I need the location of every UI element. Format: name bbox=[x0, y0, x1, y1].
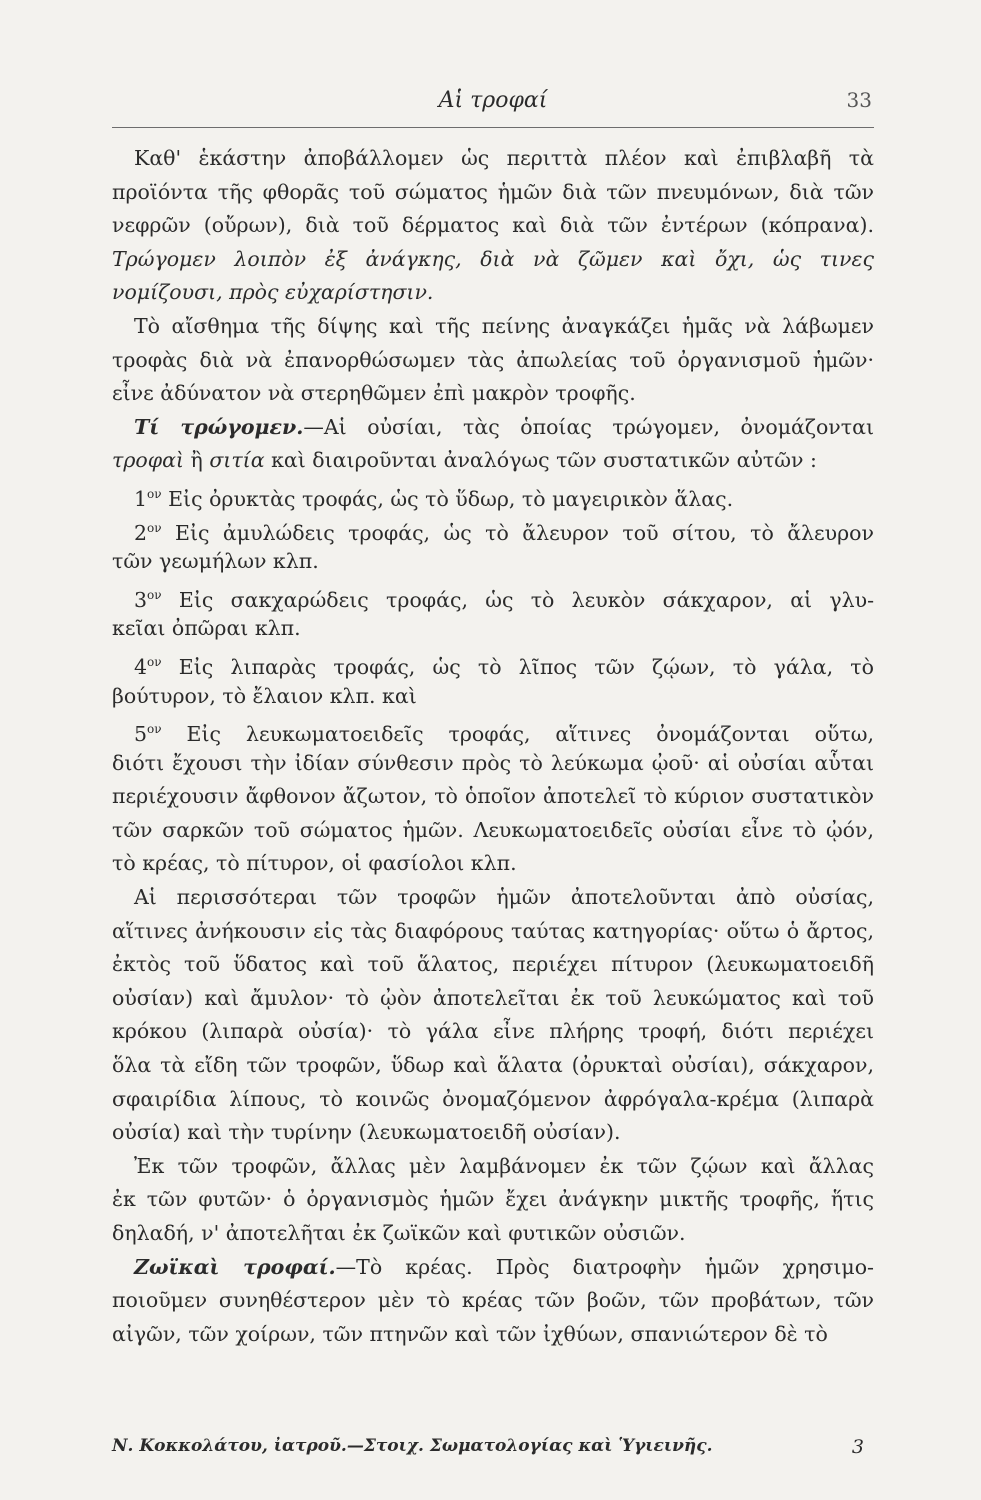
text-run: —Τὸ κρέας. Πρὸς διατροφὴν ἡμῶν χρησιμο- bbox=[335, 1254, 874, 1279]
text-run: κρόκου (λιπαρὰ οὐσία)· τὸ γάλα εἶνε πλήρης τροφή, διότι περιέχει bbox=[112, 1019, 874, 1044]
text-line bbox=[112, 176, 874, 210]
text-line bbox=[112, 948, 874, 982]
text-line bbox=[112, 1251, 874, 1285]
text-line bbox=[112, 1049, 874, 1083]
running-head bbox=[112, 88, 874, 120]
text-run: καὶ διαιροῦνται ἀναλόγως τῶν συστατικῶν αὐτῶν : bbox=[264, 448, 817, 473]
text-line bbox=[112, 747, 874, 781]
text-run: διότι ἔχουσι τὴν ἰδίαν σύνθεσιν πρὸς τὸ λεύκωμα ᾠοῦ· αἱ οὐσίαι αὗται bbox=[112, 750, 874, 775]
text-line bbox=[112, 1318, 874, 1352]
text-line bbox=[112, 243, 874, 277]
text-line bbox=[112, 377, 874, 411]
text-run: τροφὰς διὰ νὰ ἐπανορθώσωμεν τὰς ἀπωλείας τοῦ ὀργανισμοῦ ἡμῶν· bbox=[112, 347, 874, 372]
text-run: κεῖαι ὀπῶραι κλπ. bbox=[112, 616, 301, 641]
text-line bbox=[112, 847, 874, 881]
text-run: Καθ' ἑκάστην ἀποβάλλομεν ὡς περιττὰ πλέον καὶ ἐπιβλαβῆ τὰ bbox=[134, 146, 874, 170]
text-line bbox=[112, 545, 874, 579]
text-run: Εἰς ἀμυλώδεις τροφάς, ὡς τὸ ἄλευρον τοῦ σίτου, τὸ ἄλευρον bbox=[161, 520, 874, 545]
text-line bbox=[112, 1217, 874, 1251]
section-heading: Τί τρώγομεν. bbox=[134, 414, 304, 439]
text-line bbox=[112, 713, 874, 747]
text-line bbox=[112, 982, 874, 1016]
text-line bbox=[112, 646, 874, 680]
section-heading: Ζωϊκαὶ τροφαί. bbox=[134, 1254, 336, 1279]
text-line bbox=[112, 579, 874, 613]
ordinal-suffix: ον bbox=[147, 654, 162, 669]
text-run: περιέχουσιν ἄφθονον ἄζωτον, τὸ ὁποῖον ἀποτελεῖ τὸ κύριον συστατικὸν bbox=[112, 784, 874, 809]
text-run: νομίζουσι, πρὸς εὐχαρίστησιν. bbox=[112, 280, 434, 305]
signature-mark: 3 bbox=[851, 1436, 864, 1458]
text-line bbox=[112, 344, 874, 378]
ordinal-suffix: ον bbox=[147, 520, 162, 535]
text-run: δηλαδή, ν' ἀποτελῆται ἐκ ζωϊκῶν καὶ φυτικῶν οὐσιῶν. bbox=[112, 1221, 686, 1245]
text-line bbox=[112, 1116, 874, 1150]
text-run: Εἰς λιπαρὰς τροφάς, ὡς τὸ λῖπος τῶν ζῴων, τὸ γάλα, τὸ bbox=[161, 654, 874, 679]
text-run: Εἰς ὀρυκτὰς τροφάς, ὡς τὸ ὕδωρ, τὸ μαγειρικὸν ἅλας. bbox=[161, 486, 734, 511]
text-line bbox=[112, 1150, 874, 1184]
text-run: αἰγῶν, τῶν χοίρων, τῶν πτηνῶν καὶ τῶν ἰχθύων, σπανιώτερον δὲ τὸ bbox=[112, 1321, 828, 1346]
body-text bbox=[112, 142, 874, 1351]
text-run: οὐσία) καὶ τὴν τυρίνην (λευκωματοειδῆ οὐσίαν). bbox=[112, 1120, 621, 1145]
text-run: ἐκτὸς τοῦ ὕδατος καὶ τοῦ ἅλατος, περιέχει πίτυρον (λευκωματοειδῆ bbox=[112, 952, 874, 977]
list-number: 2 bbox=[134, 520, 148, 545]
text-run: ποιοῦμεν συνηθέστερον μὲν τὸ κρέας τῶν βοῶν, τῶν προβάτων, τῶν bbox=[112, 1288, 874, 1313]
text-line bbox=[112, 780, 874, 814]
text-run: τῶν γεωμήλων κλπ. bbox=[112, 549, 319, 574]
page-number: 33 bbox=[846, 88, 872, 112]
text-line bbox=[112, 209, 874, 243]
text-run: βούτυρον, τὸ ἔλαιον κλπ. καὶ bbox=[112, 683, 417, 708]
text-run: σφαιρίδια λίπους, τὸ κοινῶς ὀνομαζόμενον ἀφρόγαλα-κρέμα (λιπαρὰ bbox=[112, 1086, 874, 1111]
text-run: οὐσίαν) καὶ ἄμυλον· τὸ ᾠὸν ἀποτελεῖται ἐκ τοῦ λευκώματος καὶ τοῦ bbox=[112, 985, 874, 1010]
text-run: ἢ bbox=[183, 448, 210, 473]
text-run: Εἰς λευκωματοειδεῖς τροφάς, αἵτινες ὀνομάζονται οὕτω, bbox=[161, 722, 874, 747]
page-footer bbox=[112, 1436, 874, 1466]
header-rule bbox=[112, 127, 874, 128]
italic-term: σιτία bbox=[209, 448, 265, 473]
text-run: ὅλα τὰ εἴδη τῶν τροφῶν, ὕδωρ καὶ ἅλατα (ὀρυκταὶ οὐσίαι), σάκχαρον, bbox=[112, 1053, 874, 1078]
text-line bbox=[112, 881, 874, 915]
italic-term: τροφαὶ bbox=[112, 448, 184, 473]
text-run: Αἱ περισσότεραι τῶν τροφῶν ἡμῶν ἀποτελοῦνται ἀπὸ οὐσίας, bbox=[134, 885, 874, 910]
text-run: νεφρῶν (οὔρων), διὰ τοῦ δέρματος καὶ διὰ τῶν ἐντέρων (κόπρανα). bbox=[112, 213, 874, 238]
text-run: —Αἱ οὐσίαι, τὰς ὁποίας τρώγομεν, ὀνομάζονται bbox=[303, 414, 874, 439]
text-run: Εἰς σακχαρώδεις τροφάς, ὡς τὸ λευκὸν σάκχαρον, αἱ γλυ- bbox=[161, 587, 874, 612]
text-line bbox=[112, 512, 874, 546]
text-line bbox=[112, 444, 874, 478]
text-line bbox=[112, 276, 874, 310]
list-number: 1 bbox=[134, 486, 148, 511]
text-run: ἐκ τῶν φυτῶν· ὁ ὀργανισμὸς ἡμῶν ἔχει ἀνάγκην μικτῆς τροφῆς, ἥτις bbox=[112, 1187, 874, 1212]
text-line bbox=[112, 1083, 874, 1117]
text-run: αἵτινες ἀνήκουσιν εἰς τὰς διαφόρους ταύτας κατηγορίας· οὕτω ὁ ἄρτος, bbox=[112, 918, 874, 943]
text-run: προϊόντα τῆς φθορᾶς τοῦ σώματος ἡμῶν διὰ τῶν πνευμόνων, διὰ τῶν bbox=[112, 179, 874, 204]
text-run: εἶνε ἀδύνατον νὰ στερηθῶμεν ἐπὶ μακρὸν τροφῆς. bbox=[112, 381, 636, 406]
text-line bbox=[112, 680, 874, 714]
ordinal-suffix: ον bbox=[147, 486, 162, 501]
text-line bbox=[112, 814, 874, 848]
text-line bbox=[112, 411, 874, 445]
text-run: Τὸ αἴσθημα τῆς δίψης καὶ τῆς πείνης ἀναγκάζει ἡμᾶς νὰ λάβωμεν bbox=[134, 313, 874, 338]
footer-citation: Ν. Κοκκολάτου, ἰατροῦ.—Στοιχ. Σωματολογίας καὶ Ὑγιεινῆς. bbox=[112, 1436, 713, 1456]
text-line bbox=[112, 310, 874, 344]
text-line bbox=[112, 1183, 874, 1217]
text-line bbox=[112, 915, 874, 949]
ordinal-suffix: ον bbox=[147, 587, 162, 602]
text-run: τῶν σαρκῶν τοῦ σώματος ἡμῶν. Λευκωματοειδεῖς οὐσίαι εἶνε τὸ ᾠόν, bbox=[112, 817, 874, 842]
text-line bbox=[112, 1015, 874, 1049]
list-number: 4 bbox=[134, 654, 148, 679]
list-number: 5 bbox=[134, 722, 148, 747]
text-run: Τρώγομεν λοιπὸν ἐξ ἀνάγκης, διὰ νὰ ζῶμεν καὶ ὄχι, ὡς τινες bbox=[112, 246, 874, 271]
text-line bbox=[112, 142, 874, 176]
text-line bbox=[112, 612, 874, 646]
text-line bbox=[112, 1284, 874, 1318]
ordinal-suffix: ον bbox=[147, 722, 162, 737]
text-line bbox=[112, 478, 874, 512]
running-title: Αἱ τροφαί bbox=[438, 88, 548, 113]
text-run: τὸ κρέας, τὸ πίτυρον, οἱ φασίολοι κλπ. bbox=[112, 851, 517, 876]
text-run: Ἐκ τῶν τροφῶν, ἄλλας μὲν λαμβάνομεν ἐκ τῶν ζῴων καὶ ἄλλας bbox=[134, 1153, 874, 1178]
list-number: 3 bbox=[134, 587, 148, 612]
